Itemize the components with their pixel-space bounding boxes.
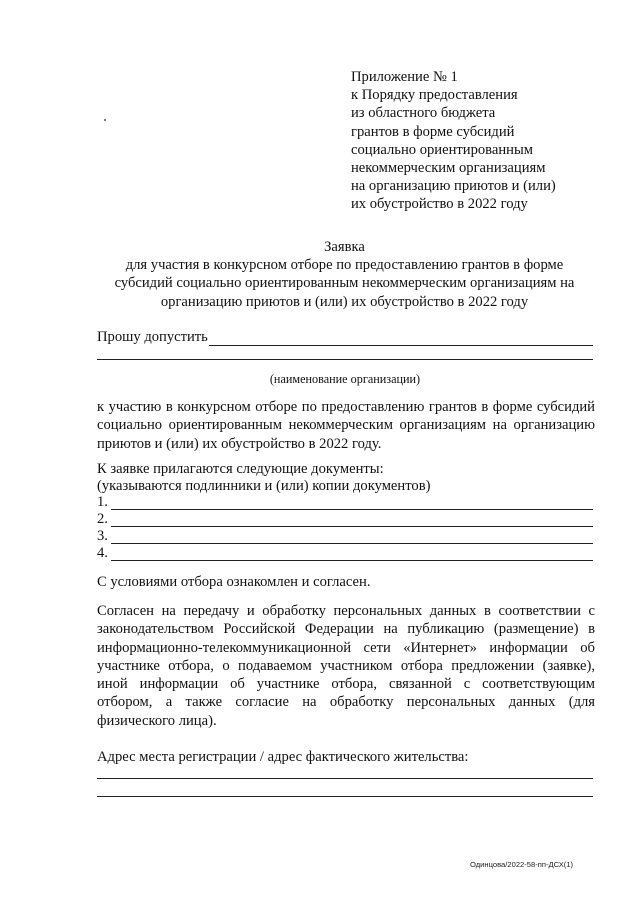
document-item-number: 4. [97, 545, 108, 561]
paragraph-line: к участию в конкурсном отборе по предоставлению грантов в форме субсидий [97, 399, 595, 415]
consent-line: физического лица). [97, 712, 217, 729]
document-code: Одинцова/2022-58-пп-ДСХ(1) [470, 860, 574, 869]
paragraph-line: социально ориентированным некоммерческим организациям на организацию [97, 417, 595, 434]
consent-line: законодательством Российской Федерации на публикацию (размещение) в [97, 621, 595, 638]
consent-line: Согласен на передачу и обработку персональных данных в соответствии с [97, 603, 595, 619]
conditions-statement: С условиями отбора ознакомлен и согласен. [97, 574, 371, 590]
document-item [97, 511, 593, 527]
address-label: Адрес места регистрации / адрес фактического жительства: [97, 749, 469, 765]
organization-name-field-line2[interactable] [97, 359, 593, 360]
document-item-field[interactable] [111, 530, 593, 544]
document-item [97, 545, 593, 561]
paragraph-line: приютов и (или) их обустройство в 2022 году. [97, 435, 382, 452]
document-item-number: 1. [97, 494, 108, 510]
document-item [97, 528, 593, 544]
document-item-field[interactable] [111, 513, 593, 527]
organization-caption: (наименование организации) [269, 372, 421, 386]
appendix-line: их обустройство в 2022 году [351, 196, 528, 213]
document-item [97, 494, 593, 510]
request-row [97, 328, 593, 346]
appendix-line: социально ориентированным [351, 141, 534, 158]
address-field-line1[interactable] [97, 778, 593, 779]
appendix-header [351, 68, 611, 214]
document-item-number: 2. [97, 511, 108, 527]
title-heading: Заявка [324, 239, 365, 255]
consent-line: участнике отбора, о подаваемом участником отбора предложении (заявке), [97, 657, 595, 674]
document-title [97, 238, 592, 311]
documents-note: (указываются подлинники и (или) копии документов) [97, 478, 431, 494]
consent-line: иной информации об участнике отбора, связанной с соответствующим [97, 676, 595, 693]
request-label: Прошу допустить [97, 329, 208, 345]
document-item-number: 3. [97, 528, 108, 544]
appendix-line: к Порядку предоставления [351, 87, 518, 104]
address-field-line2[interactable] [97, 796, 593, 797]
consent-line: отбором, а также согласие на обработку персональных данных (для [97, 694, 595, 711]
scan-dot [104, 119, 106, 121]
consent-line: информационно-телекоммуникационной сети «Интернет» информации об [97, 639, 595, 656]
appendix-line: некоммерческим организациям [351, 160, 546, 177]
title-line: организацию приютов и (или) их обустройство в 2022 году [160, 293, 529, 310]
appendix-line: Приложение № 1 [351, 69, 458, 85]
title-line: субсидий социально ориентированным некоммерческим организациям на [114, 275, 575, 292]
appendix-line: на организацию приютов и (или) [351, 178, 556, 195]
document-item-field[interactable] [111, 496, 593, 510]
documents-intro: К заявке прилагаются следующие документы: [97, 461, 384, 477]
appendix-line: грантов в форме субсидий [351, 123, 515, 140]
appendix-line: из областного бюджета [351, 105, 496, 122]
participation-paragraph [97, 398, 595, 453]
consent-paragraph [97, 602, 595, 730]
title-line: для участия в конкурсном отборе по предоставлению грантов в форме [125, 257, 564, 274]
document-item-field[interactable] [111, 547, 593, 561]
organization-name-field[interactable] [209, 330, 593, 346]
